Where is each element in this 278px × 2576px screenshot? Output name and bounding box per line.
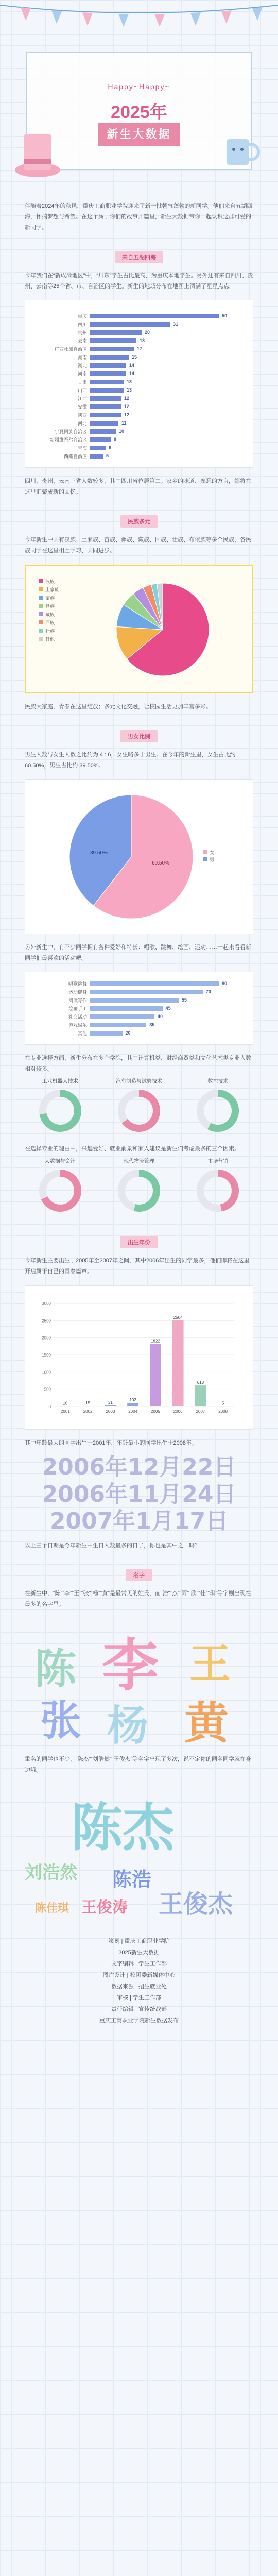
hobby-bar xyxy=(90,1014,154,1019)
surname-3: 王 xyxy=(189,1639,231,1688)
ethnic-legend-label: 苗族 xyxy=(45,596,55,601)
origin-row xyxy=(33,361,245,369)
origin-bar xyxy=(90,371,126,376)
origin-row xyxy=(33,427,245,435)
origin-bar xyxy=(90,404,121,409)
origin-label: 贵州 xyxy=(77,330,87,335)
origin-bar xyxy=(90,454,103,459)
ethnic-legend-swatch xyxy=(39,579,43,583)
hobby-row xyxy=(33,1021,245,1029)
surname-4: 张 xyxy=(40,1696,81,1744)
donut xyxy=(37,1157,83,1216)
hero-small-title: Happy~Happy~ xyxy=(108,82,170,91)
birth-chart xyxy=(25,1285,253,1430)
hobby-value: 35 xyxy=(149,1022,155,1028)
birth-ytick: 1000 xyxy=(42,1370,51,1375)
section-tag-names: 名字 xyxy=(126,1569,152,1581)
origin-value: 10 xyxy=(119,429,125,434)
origin-bar xyxy=(90,446,106,450)
ethnic-legend-swatch xyxy=(39,637,43,641)
section-tag-ethnic: 民族多元 xyxy=(120,515,158,528)
section-tag-birth: 出生年份 xyxy=(120,1236,158,1248)
origin-bar xyxy=(90,437,111,442)
gender-legend-label: 男 xyxy=(210,857,215,862)
origin-value: 13 xyxy=(127,387,132,393)
hobby-value: 40 xyxy=(158,1014,163,1020)
donut-ring xyxy=(195,1088,241,1134)
birth-bar xyxy=(127,1403,138,1406)
hobby-row xyxy=(33,996,245,1004)
origin-label: 四川 xyxy=(77,321,87,327)
origin-value: 5 xyxy=(106,453,109,459)
popular-birthdays xyxy=(0,1454,278,1535)
birth-value: 5 xyxy=(221,1401,224,1406)
hobby-label: 运动健身 xyxy=(68,989,87,995)
hero-title: 新生大数据 xyxy=(98,123,180,146)
donut-caption: 大数据与会计 xyxy=(44,1159,76,1165)
origin-bar xyxy=(90,413,121,417)
name-4: 王俊杰 xyxy=(159,1889,233,1919)
major-text: 在专业选择方面，新生分布在多个学院，其中计算机类、财经商贸类和文化艺术类专业人数相对较多。 xyxy=(25,1055,251,1073)
birth-ytick: 2500 xyxy=(42,1318,51,1324)
origin-label: 湖南 xyxy=(77,354,87,360)
origin-row xyxy=(33,435,245,444)
donut-caption: 工业机器人技术 xyxy=(42,1079,78,1085)
origin-chart xyxy=(25,300,253,468)
origin-text: 今年我们在“新成渝地区”中，“川东”学生占比最高，为重庆本地学生。另外还有来自四川、贵州、云南等25个省、市、自治区的学生。新生的地域分布在地图上洒满了星星点点。 xyxy=(25,272,253,290)
origin-bar xyxy=(90,338,136,343)
origin-row xyxy=(33,312,245,320)
mug-icon xyxy=(221,129,263,170)
ethnic-legend-swatch xyxy=(39,629,43,633)
hobby-value: 70 xyxy=(205,989,211,995)
gender-text: 男生人数与女生人数之比约为 4 : 6，女生略多于男生。在今年的新生里，女生占比约 60.50%，男生占比约 39.50%。 xyxy=(25,751,236,769)
origin-value: 11 xyxy=(121,420,127,426)
footer-line: 数据来源 | 招生就业处 xyxy=(111,1983,167,1990)
hobby-value: 20 xyxy=(125,1030,131,1036)
donut-ring xyxy=(116,1167,162,1214)
hero xyxy=(0,0,278,201)
footer-line: 策划 | 重庆工商职业学院 xyxy=(108,1938,170,1944)
origin-label: 宁夏回族自治区 xyxy=(54,429,87,434)
origin-value: 13 xyxy=(127,379,132,385)
birthday-3: 2007年1月17日 xyxy=(49,1508,229,1535)
origin-bar xyxy=(90,322,170,327)
hobby-label: 社交活动 xyxy=(68,1014,87,1020)
origin-bar xyxy=(90,429,116,434)
ethnic-legend-label: 汉族 xyxy=(45,579,55,585)
origin-row xyxy=(33,320,245,328)
hobby-label: 其他 xyxy=(77,1030,87,1036)
gender-chart xyxy=(25,779,253,934)
section-tag-origin: 来自五湖四海 xyxy=(115,251,163,263)
donut-ring xyxy=(116,1088,162,1134)
origin-label: 安徽 xyxy=(77,404,87,410)
origin-bar xyxy=(90,396,121,401)
hobby-value: 55 xyxy=(181,997,187,1003)
origin-value: 12 xyxy=(124,404,130,410)
origin-bar xyxy=(90,347,134,351)
surname-2: 李 xyxy=(102,1632,159,1699)
ethnic-legend-label: 壮族 xyxy=(45,629,55,634)
birth-ytick: 500 xyxy=(44,1387,51,1392)
hobby-bar xyxy=(90,998,179,1003)
hobby-row xyxy=(33,1029,245,1037)
birth-bar xyxy=(172,1320,184,1406)
footer xyxy=(0,1936,278,2026)
ethnic-text: 今年新生中共有汉族、土家族、苗族、彝族、藏族、回族、壮族、布依族等多个民族，各民族同学在这里相互学习、共同进步。 xyxy=(25,537,251,554)
surname-cloud xyxy=(25,1615,253,1749)
origin-value: 15 xyxy=(132,354,137,360)
donut xyxy=(116,1077,162,1137)
origin-value: 18 xyxy=(140,338,145,344)
name-3: 陈浩 xyxy=(112,1868,152,1891)
ethnic-legend-label: 彝族 xyxy=(45,604,55,609)
hobby-chart xyxy=(25,972,253,1045)
origin-label: 云南 xyxy=(77,338,87,344)
origin-label: 重庆 xyxy=(77,313,87,319)
birth-xtick: 2002 xyxy=(83,1409,93,1414)
origin-bar xyxy=(90,388,124,393)
birthday-2: 2006年11月24日 xyxy=(42,1481,236,1507)
birth-bar xyxy=(195,1385,206,1406)
birth-xtick: 2003 xyxy=(106,1409,115,1414)
reason-text: 在选择专业的理由中，兴趣爱好、就业前景和家人建议是新生们考虑最多的三个因素。 xyxy=(25,1146,240,1153)
origin-label: 甘肃 xyxy=(77,379,87,385)
origin-label: 青海 xyxy=(77,445,87,451)
birth-ytick: 1500 xyxy=(42,1352,51,1358)
ethnic-legend-label: 藏族 xyxy=(45,612,55,618)
surname-1: 陈 xyxy=(35,1645,76,1693)
birth-text: 今年新生主要出生于2005年至2007年之间，其中2006年出生的同学最多，他们即将在这里开启属于自己的青春篇章。 xyxy=(25,1258,250,1275)
major-donuts-a xyxy=(0,1075,278,1139)
origin-bar xyxy=(90,363,126,368)
birth-bar xyxy=(150,1344,161,1406)
origin-value: 50 xyxy=(222,313,228,319)
footer-line: 审核 | 学生工作部 xyxy=(117,1994,161,2001)
hobby-label: 游戏娱乐 xyxy=(68,1022,87,1028)
hobby-bar xyxy=(90,990,203,994)
donut-ring xyxy=(195,1167,241,1214)
origin-row xyxy=(33,402,245,411)
birth-xtick: 2004 xyxy=(128,1409,138,1414)
origin-value: 14 xyxy=(129,371,135,377)
hobby-row xyxy=(33,979,245,988)
birth-value: 1822 xyxy=(150,1338,160,1344)
donut-caption: 数控技术 xyxy=(207,1079,229,1085)
donut xyxy=(116,1157,162,1216)
birth-bar xyxy=(105,1405,116,1406)
gender-after-text: 另外新生中，有不少同学拥有各种爱好和特长：唱歌、跳舞、绘画、运动……一起来看看新同学们最喜欢的活动吧。 xyxy=(25,944,251,961)
origin-bar xyxy=(90,380,124,384)
origin-value: 14 xyxy=(129,363,135,368)
gender-pct-female: 60.50% xyxy=(152,860,169,866)
origin-row xyxy=(33,353,245,361)
birth-after-text: 其中年龄最大的同学出生于2001年，年龄最小的同学出生于2008年。 xyxy=(25,1439,197,1446)
hobby-bar xyxy=(90,1006,163,1011)
origin-after-text: 四川、贵州、云南三省人数较多，其中四川省位居第二。家乡的味道、熟悉的方言，都将在这里汇聚成新的回忆。 xyxy=(25,478,251,496)
donut-caption: 市场营销 xyxy=(207,1159,229,1165)
birth-value: 102 xyxy=(129,1398,136,1403)
hobby-bar xyxy=(90,1031,123,1036)
major-donuts-b xyxy=(0,1155,278,1218)
origin-row xyxy=(33,386,245,394)
gender-pct-male: 39.50% xyxy=(90,850,108,856)
name-cloud xyxy=(25,1781,253,1925)
hobby-label: 绘画手工 xyxy=(68,1006,87,1011)
birthday-caption: 以上三个日期是今年新生中生日人数最多的日子，你也是其中之一吗？ xyxy=(25,1543,200,1549)
origin-row xyxy=(33,345,245,353)
ethnic-after-text: 民族大家庭，青春在这里绽放；多元文化交融，让校园生活更加丰富多彩。 xyxy=(25,704,212,710)
origin-label: 山西 xyxy=(77,387,87,393)
origin-row xyxy=(33,336,245,345)
origin-bar xyxy=(90,314,219,318)
hobby-value: 45 xyxy=(165,1006,171,1011)
origin-label: 江西 xyxy=(77,396,87,401)
gender-legend-swatch xyxy=(203,857,207,861)
name-1: 陈杰 xyxy=(71,1797,174,1858)
gender-legend-label: 女 xyxy=(210,850,215,855)
gender-legend-swatch xyxy=(203,850,207,854)
hobby-value: 80 xyxy=(222,981,228,987)
hero-year: 2025年 xyxy=(111,103,167,122)
donut xyxy=(195,1077,241,1137)
footer-line: 责任编辑 | 宣传统战部 xyxy=(111,2006,167,2012)
surname-5: 杨 xyxy=(107,1701,148,1750)
origin-label: 河南 xyxy=(77,371,87,377)
hobby-row xyxy=(33,1012,245,1021)
birth-value: 15 xyxy=(85,1400,91,1405)
birth-value: 613 xyxy=(197,1380,204,1385)
birth-value: 31 xyxy=(108,1400,113,1405)
birth-ytick: 0 xyxy=(48,1404,51,1409)
origin-value: 17 xyxy=(137,346,143,352)
donut-ring xyxy=(37,1167,83,1214)
origin-bar xyxy=(90,421,118,426)
name-2: 刘浩然 xyxy=(25,1862,77,1883)
birth-ytick: 3000 xyxy=(42,1301,51,1306)
section-tag-gender: 男女比例 xyxy=(120,730,158,742)
origin-label: 广西壮族自治区 xyxy=(54,346,87,352)
birth-xtick: 2005 xyxy=(150,1409,160,1414)
ethnic-legend-swatch xyxy=(39,587,43,591)
birth-ytick: 2000 xyxy=(42,1335,51,1341)
origin-row xyxy=(33,394,245,402)
origin-row xyxy=(33,328,245,336)
donut-ring xyxy=(37,1088,83,1134)
origin-row xyxy=(33,411,245,419)
origin-label: 河北 xyxy=(77,420,87,426)
origin-value: 6 xyxy=(109,445,112,451)
ethnic-legend-label: 其他 xyxy=(45,637,55,642)
names-text-2: 重名的同学也不少，“陈杰”“刘浩然”“王俊杰”等名字出现了多次，说不定你的同名同学就在身边哦。 xyxy=(25,1756,251,1773)
bunting-decoration xyxy=(0,0,278,31)
origin-value: 12 xyxy=(124,412,130,418)
birth-xtick: 2007 xyxy=(196,1409,205,1414)
origin-value: 12 xyxy=(124,396,130,401)
origin-row xyxy=(33,444,245,452)
name-5: 王俊涛 xyxy=(81,1898,128,1917)
hobby-bar xyxy=(90,1023,146,1027)
names-text: 在新生中，“陈”“李”“王”“张”“杨”“黄”是最常见的姓氏，而“浩”“杰”“雨”“欣”“佳”“琪”等字则出现在最多的名字里。 xyxy=(25,1590,251,1607)
intro-text: 伴随着2024年的秋风，重庆工商职业学院迎来了新一批朝气蓬勃的新同学。他们来自五湖四海，怀揣梦想与希望。在这个属于你们的故事开篇里，新生大数据带你一起认识这群可爱的新同学。 xyxy=(25,203,253,231)
footer-line: 重庆工商职业学院新生数据发布 xyxy=(99,2017,179,2024)
donut xyxy=(195,1157,241,1216)
origin-bar xyxy=(90,355,129,360)
birthday-1: 2006年12月22日 xyxy=(42,1453,236,1480)
origin-label: 西藏自治区 xyxy=(63,453,87,459)
ethnic-legend-swatch xyxy=(39,596,43,600)
birth-xtick: 2001 xyxy=(60,1409,70,1414)
ethnic-legend-label: 回族 xyxy=(45,620,55,626)
ethnic-legend-swatch xyxy=(39,604,43,608)
origin-row xyxy=(33,378,245,386)
origin-label: 湖北 xyxy=(77,363,87,368)
hat-icon xyxy=(14,118,61,180)
footer-line: 2025新生大数据 xyxy=(118,1949,160,1956)
birth-xtick: 2006 xyxy=(173,1409,183,1414)
origin-value: 20 xyxy=(145,330,150,335)
birth-value: 2504 xyxy=(173,1315,183,1320)
footer-line: 图片设计 | 校团委新媒体中心 xyxy=(102,1972,176,1978)
origin-label: 新疆维吾尔自治区 xyxy=(49,437,87,443)
donut-caption: 汽车制造与试验技术 xyxy=(115,1079,162,1085)
origin-value: 31 xyxy=(173,321,179,327)
hobby-label: 阅读写作 xyxy=(68,997,87,1003)
surname-6: 黄 xyxy=(184,1697,229,1749)
birth-xtick: 2008 xyxy=(218,1409,228,1414)
birth-value: 10 xyxy=(63,1401,68,1406)
hobby-label: 唱歌跳舞 xyxy=(68,981,87,987)
origin-row xyxy=(33,452,245,460)
ethnic-chart xyxy=(25,565,253,693)
hobby-row xyxy=(33,988,245,996)
origin-bar xyxy=(90,330,142,335)
origin-row xyxy=(33,369,245,378)
ethnic-legend-label: 土家族 xyxy=(45,587,60,593)
origin-row xyxy=(33,419,245,427)
name-6: 陈佳琪 xyxy=(35,1902,70,1915)
donut-caption: 现代物流管理 xyxy=(123,1159,154,1165)
donut xyxy=(37,1077,83,1137)
origin-value: 8 xyxy=(114,437,117,443)
hobby-row xyxy=(33,1004,245,1012)
ethnic-legend-swatch xyxy=(39,612,43,616)
hobby-bar xyxy=(90,981,219,986)
footer-line: 文字编辑 | 学生工作部 xyxy=(111,1960,167,1967)
origin-label: 陕西 xyxy=(77,412,87,418)
ethnic-legend-swatch xyxy=(39,620,43,624)
